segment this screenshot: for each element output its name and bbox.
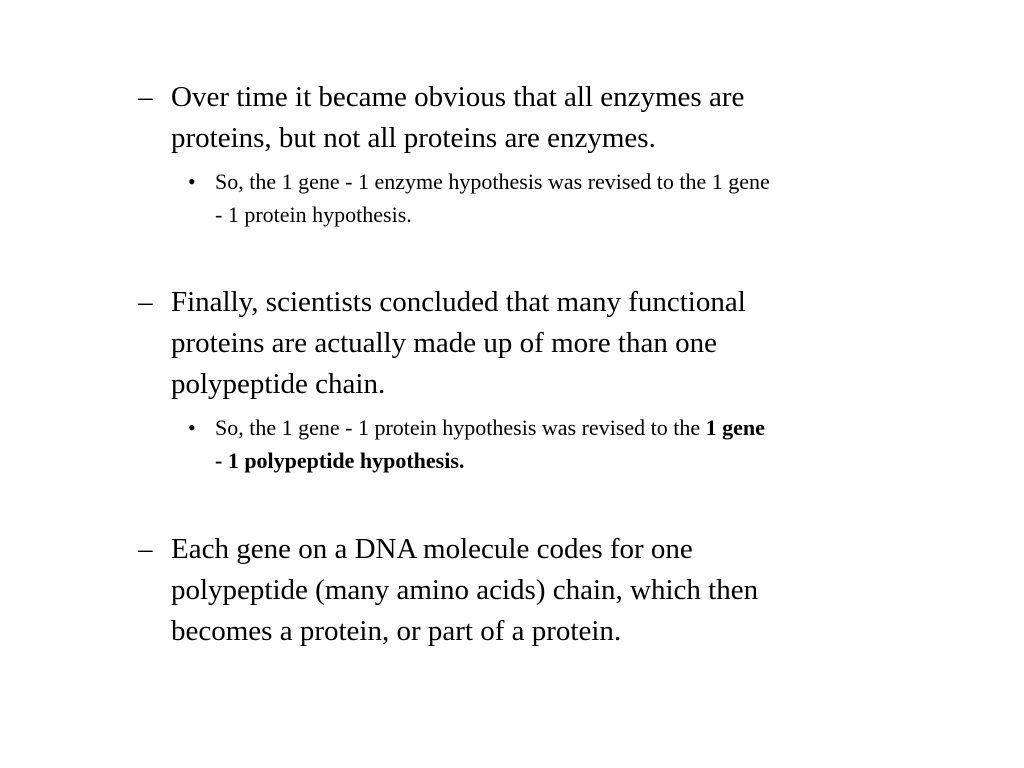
bullet-line: polypeptide chain. [171, 368, 386, 400]
bullet-line: Over time it became obvious that all enzymes are [171, 81, 745, 113]
dash-marker: – [138, 81, 153, 113]
subbullet-text [215, 411, 948, 477]
subbullet-gene-protein-revision [188, 165, 948, 231]
bullet-gene-codes-polypeptide [138, 529, 898, 652]
bullet-line: proteins are actually made up of more than one [171, 327, 717, 359]
bullet-enzymes-proteins [138, 77, 898, 159]
dash-marker: – [138, 286, 153, 318]
subbullet-gene-polypeptide-revision [188, 411, 948, 477]
subbullet-line: So, the 1 gene - 1 enzyme hypothesis was revised to the 1 gene [215, 169, 770, 194]
bullet-line: proteins, but not all proteins are enzymes. [171, 122, 656, 154]
bullet-dot-marker: • [188, 415, 196, 440]
dash-marker: – [138, 533, 153, 565]
bold-term: 1 gene [705, 415, 765, 440]
bullet-line: becomes a protein, or part of a protein. [171, 615, 622, 647]
bold-term: - 1 polypeptide hypothesis. [215, 448, 465, 473]
subbullet-line: - 1 protein hypothesis. [215, 202, 412, 227]
subbullet-line: So, the 1 gene - 1 protein hypothesis was revised to the [215, 415, 706, 440]
bullet-text [171, 529, 898, 652]
subbullet-text [215, 165, 948, 231]
bullet-text [171, 77, 898, 159]
bullet-multiple-polypeptides [138, 282, 898, 405]
bullet-text [171, 282, 898, 405]
bullet-line: polypeptide (many amino acids) chain, which then [171, 574, 759, 606]
bullet-dot-marker: • [188, 169, 196, 194]
bullet-line: Finally, scientists concluded that many functional [171, 286, 746, 318]
bullet-line: Each gene on a DNA molecule codes for one [171, 533, 693, 565]
